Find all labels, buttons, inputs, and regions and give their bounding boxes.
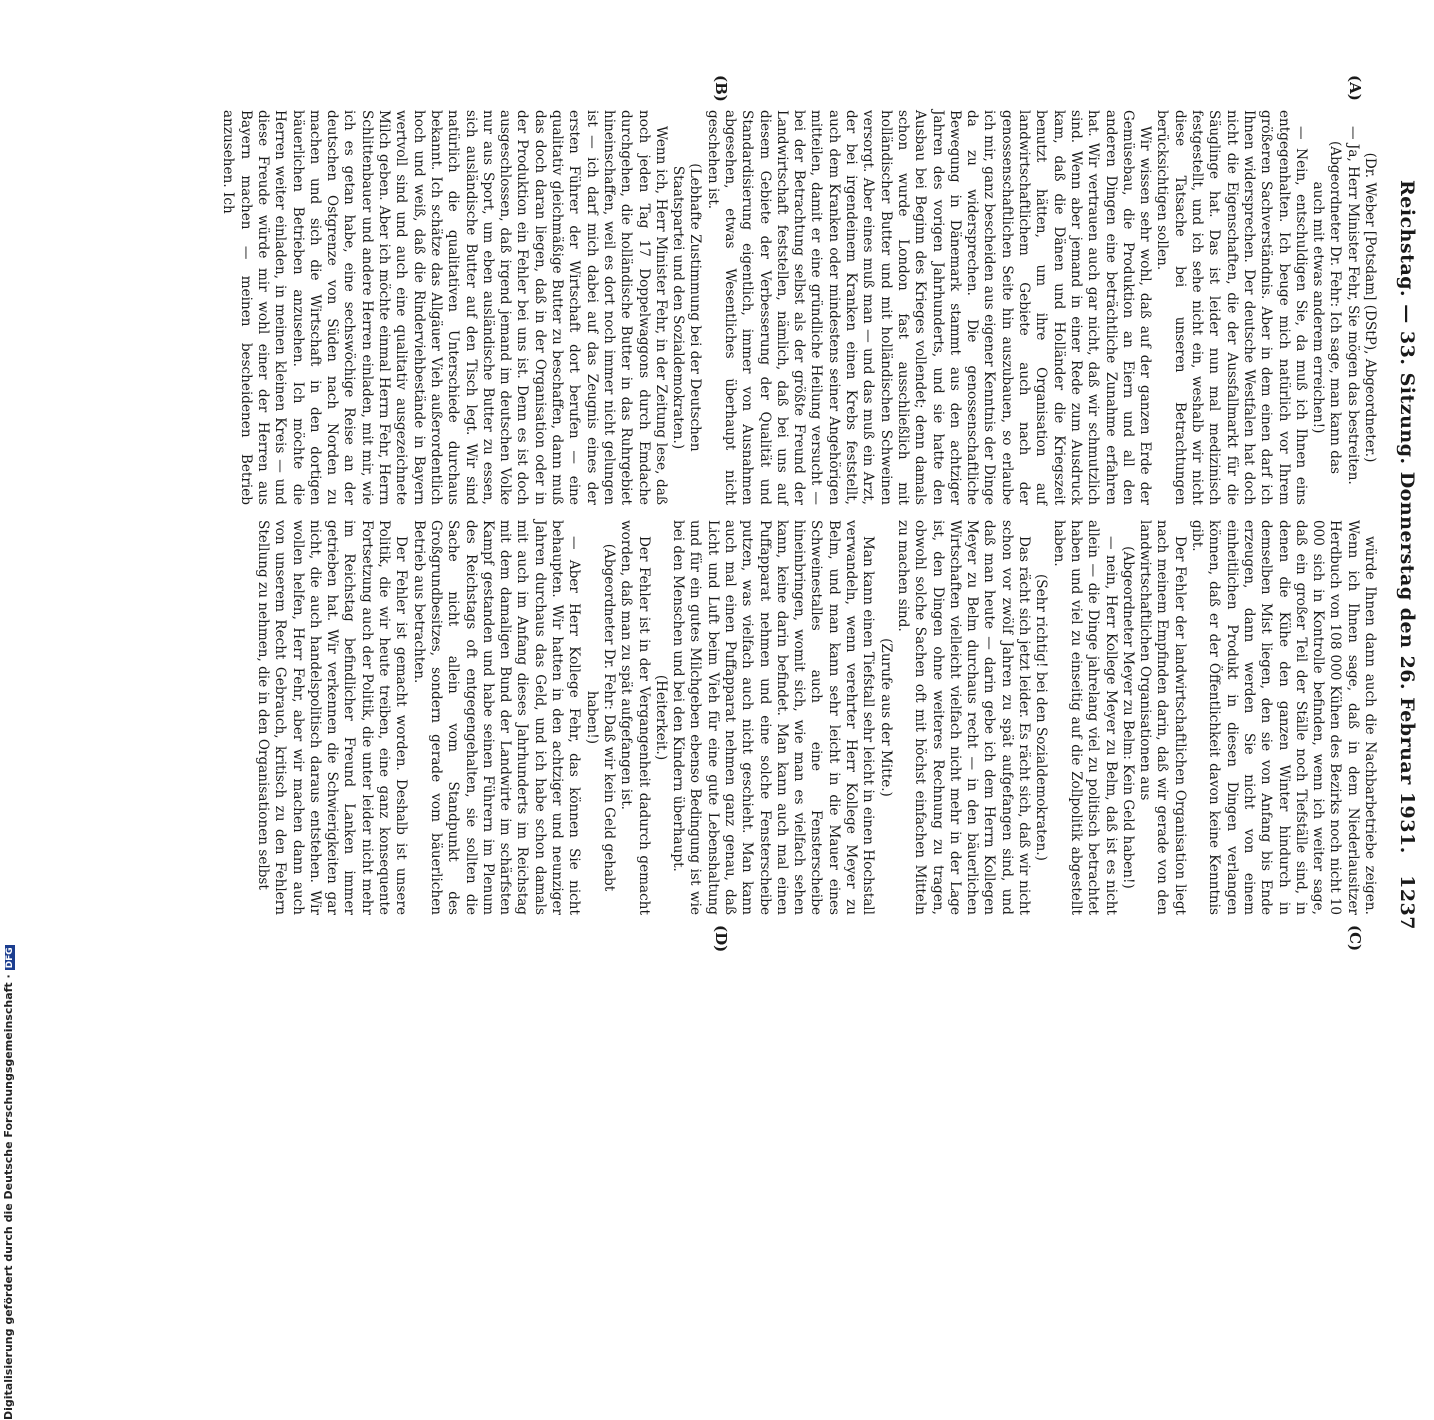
paragraph: — Aber Herr Kollege Fehr, das können Sie nicht behaupten. Wir hatten in den achtziger und neunziger Jahren durchaus das Geld, und ich habe schon damals mit auch im Anfang dieses Jahrhunderts im Reichstag mit dem damaligen Bund der Landwirte im schärfsten Kampf gestanden und habe seinen Führern im Plenum des Reichstags oft entgegengehalten, sie sollten die Sache nicht allein vom Standpunkt des Großgrundbesitzes, sondern gerade vom bäuerlichen Betrieb aus betrachten. — [410, 520, 583, 915]
interjection: (Abgeordneter Dr. Fehr: Ich sage, man kann das auch mit etwas anderem erreichen!) — [1310, 140, 1344, 475]
margin-mark-d: (D) — [712, 925, 730, 953]
interjection: (Abgeordneter Meyer zu Belm: Kein Geld haben!) — [1119, 546, 1136, 889]
margin-mark-a: (A) — [1346, 75, 1364, 101]
dfg-logo: DFG — [5, 947, 15, 969]
paragraph: Der Fehler der landwirtschaftlichen Organisation liegt nach meinem Empfinden darin, daß wir gerade von den landwirtschaftlichen Organisationen aus — [1137, 520, 1188, 915]
right-column — [254, 520, 1378, 915]
interjection: (Sehr richtig! bei den Sozialdemokraten.) — [1033, 574, 1050, 861]
page-number: 1237 — [1396, 875, 1418, 930]
page-header — [1386, 110, 1426, 930]
header-title: Reichstag. — 33. Sitzung. Donnerstag den 26. Februar 1931. — [1396, 180, 1418, 854]
paragraph: Das rächt sich jetzt leider. Es rächt sich, daß wir nicht schon vor zwölf Jahren zu spät aufgefangen sind, und daß man heute — darin gebe ich dem Herrn Kollegen Meyer zu Belm durchaus recht — in den bäuerlichen Wirtschaften vielleicht vielfach nicht mehr in der Lage ist, den Dingen ohne weiteres Rechnung zu tragen, obwohl solche Sachen oft mit höchst einfachen Mitteln zu machen sind. — [894, 520, 1033, 915]
credit-text: Digitalisierung gefördert durch die Deutsche Forschungsgemeinschaft · — [2, 974, 15, 1420]
paragraph: — Ja, Herr Minister Fehr, Sie mögen das bestreiten. — [1344, 126, 1361, 485]
speaker-line: (Dr. Weber [Potsdam] (DStP), Abgeordneter.) — [1362, 152, 1378, 463]
interjection: (Heiterkeit.) — [652, 674, 669, 761]
paragraph: — Nein, entschuldigen Sie, da muß ich Ihnen eins entgegenhalten. Ich beuge mich natürlich vor Ihrem größeren Sachverständnis. Aber in dem einen darf ich Ihnen widersprechen. Der deutsche Westfalen hat doch nicht die Eigenschaften, die der Aussfallmarkt für die Säuglinge hat. Das ist leider nun mal medizinisch festgestellt, und ich sehe nicht ein, weshalb wir nicht diese Tatsache bei unseren Betrachtungen berücksichtigen sollen. — [1154, 110, 1309, 505]
interjection: (Lebhafte Zustimmung bei der Deutschen Staatspartei und den Sozialdemokraten.) — [670, 163, 704, 452]
paragraph: Der Fehler ist in der Vergangenheit dadurch gemacht worden, daß man zu spät aufgefangen ist. — [618, 520, 652, 915]
paragraph: Wenn ich, Herr Minister Fehr, in der Zeitung lese, daß noch jeden Tag 17 Doppelwaggons durch Emdache durchgehen, die holländische Butter in das Ruhrgebiet hineinschaffen, weil es dort noch immer nicht gelungen ist — ich darf mich dabei auf das Zeugnis eines der ersten Führer der Wirtschaft dort berufen — eine qualitativ gleichmäßige Butter zu beschaffen, dann muß das doch daran liegen, daß in der Organisation oder in der Produktion ein Fehler bei uns ist. Denn es ist doch ausgeschlossen, daß irgend jemand im deutschen Volke nur aus Sport, um eben ausländische Butter zu essen, sich ausländische Butter auf den Tisch legt. Wir sind natürlich die qualitativen Unterschiede durchaus bekannt. Ich schätze das Allgäuer Vieh außerordentlich hoch und weiß, daß die Rinderviehbestände in Bayern wertvoll sind und auch eine qualitativ ausgezeichnete Milch geben. Aber ich möchte einmal Herrn Fehr, Herrn Schlittenbauer und andere Herren einladen, mit mir, wie ich es getan habe, eine sechswöchige Reise an der deutschen Ostgrenze von Süden nach Norden zu machen und sich die Wirtschaft in den dortigen bäuerlichen Betrieben anzusehen. Ich möchte die Herren weiter einladen, in meinen kleinen Kreis — und diese Freude würde mir wohl einer der Herren aus Bayern machen — meinen bescheidenen Betrieb anzusehen. Ich — [220, 110, 669, 505]
paragraph: Wir wissen sehr wohl, daß auf der ganzen Erde der Gemüsebau, die Produktion an Eiern und all den anderen Dingen eine beträchtliche Zunahme erfahren hat. Wir vertrauen auch gar nicht, daß wir schmutzlich sind. Wenn aber jemand in einer Rede zum Ausdruck kam, daß die Dänen und Holländer die Kriegszeit benutzt hätten, um ihre Organisation auf landwirtschaftlichem Gebiete auch nach der genossenschaftlichen Seite hin auszubauen, so erlaube ich mir, ganz bescheiden aus eigener Kenntnis der Dinge da zu widersprechen. Die genossenschaftliche Bewegung in Dänemark stammt aus den achtziger Jahren des vorigen Jahrhunderts, und sie hatte den Ausbau bei Beginn des Krieges vollendet; denn damals schon wurde London fast ausschließlich mit holländischer Butter und mit holländischen Schweinen versorgt. Aber eines muß man — und das muß ein Arzt, der bei irgendeinem Kranken einen Krebs feststellt, auch dem Kranken oder mindestens seiner Angehörigen mitteilen, damit er eine gründliche Heilung versucht — bei der Betrachtung selbst als der größte Freund der Landwirtschaft feststellen, nämlich, daß bei uns auf diesem Gebiete der Verbesserung der Qualität und Standardisierung eigentlich, immer von Ausnahmen abgesehen, etwas Wesentliches überhaupt nicht geschehen ist. — [704, 110, 1154, 505]
paragraph: Man kann einen Tiefstall sehr leicht in einen Hochstall verwandeln, wenn verehrter Herr Kollege Meyer zu Belm, und man kann sehr leicht in die Mauer eines Schweinestalles auch eine Fensterscheibe hineinbringen, womit sich, wie man es vielfach sehen kann, keine darin befindet. Man kann auch mal einen Puffapparat nehmen und eine solche Fensterscheibe putzen, was vielfach auch nicht geschieht. Man kann auch mal einen Puffapparat nehmen ganz genau, daß Licht und Luft beim Vieh für eine gute Lebenshaltung und für ein gutes Milchgeben ebenso Bedingung ist wie bei den Menschen und bei den Kindern überhaupt. — [670, 520, 877, 915]
margin-mark-b: (B) — [712, 75, 730, 102]
left-column — [219, 110, 1378, 505]
interjection: (Zurufe aus der Mitte.) — [877, 638, 894, 797]
digitization-credit — [2, 945, 15, 1420]
margin-mark-c: (C) — [1346, 925, 1364, 952]
paragraph: würde Ihnen dann auch die Nachbarbetriebe zeigen. Wenn ich Ihnen sage, daß in dem Niederlausitzer Herdbuch von 108 000 Kühen des Bezirks noch nicht 10 000 sich in Kontrolle befinden, wenn ich weiter sage, daß ein großer Teil der Ställe noch Tiefställe sind, in denen die Kühe den ganzen Winter hindurch in demselben Mist liegen, den sie von Anfang bis Ende erzeugen, dann werden Sie nicht von einem einheitlichen Produkt in diesen Dingen verlangen können, daß er der Öffentlichkeit davon keine Kenntnis gibt. — [1189, 520, 1378, 915]
interjection: (Abgeordneter Dr. Fehr: Daß wir kein Geld gehabt haben!) — [583, 543, 617, 892]
paragraph: Der Fehler ist gemacht worden. Deshalb ist unsere Politik, die wir heute treiben, eine ganz konsequente Fortsetzung auch der Politik, die unter leider nicht mehr im Reichstag befindlicher Freund Lanken immer getrieben hat. Wir verkennen die Schwierigkeiten gar nicht, die auch handelspolitisch daraus entstehen. Wir wollen helfen, Herr Fehr, aber wir machen dann auch von unserem Recht Gebrauch, kritisch zu den Fehlern Stellung zu nehmen, die in den Organisationen selbst — [255, 520, 410, 915]
paragraph: — nein, Herr Kollege Meyer zu Belm, daß ist es nicht allein — die Dinge jahrelang viel zu politisch betrachtet haben und viel zu einseitig auf die Zollpolitik abgestellt haben. — [1050, 520, 1119, 915]
